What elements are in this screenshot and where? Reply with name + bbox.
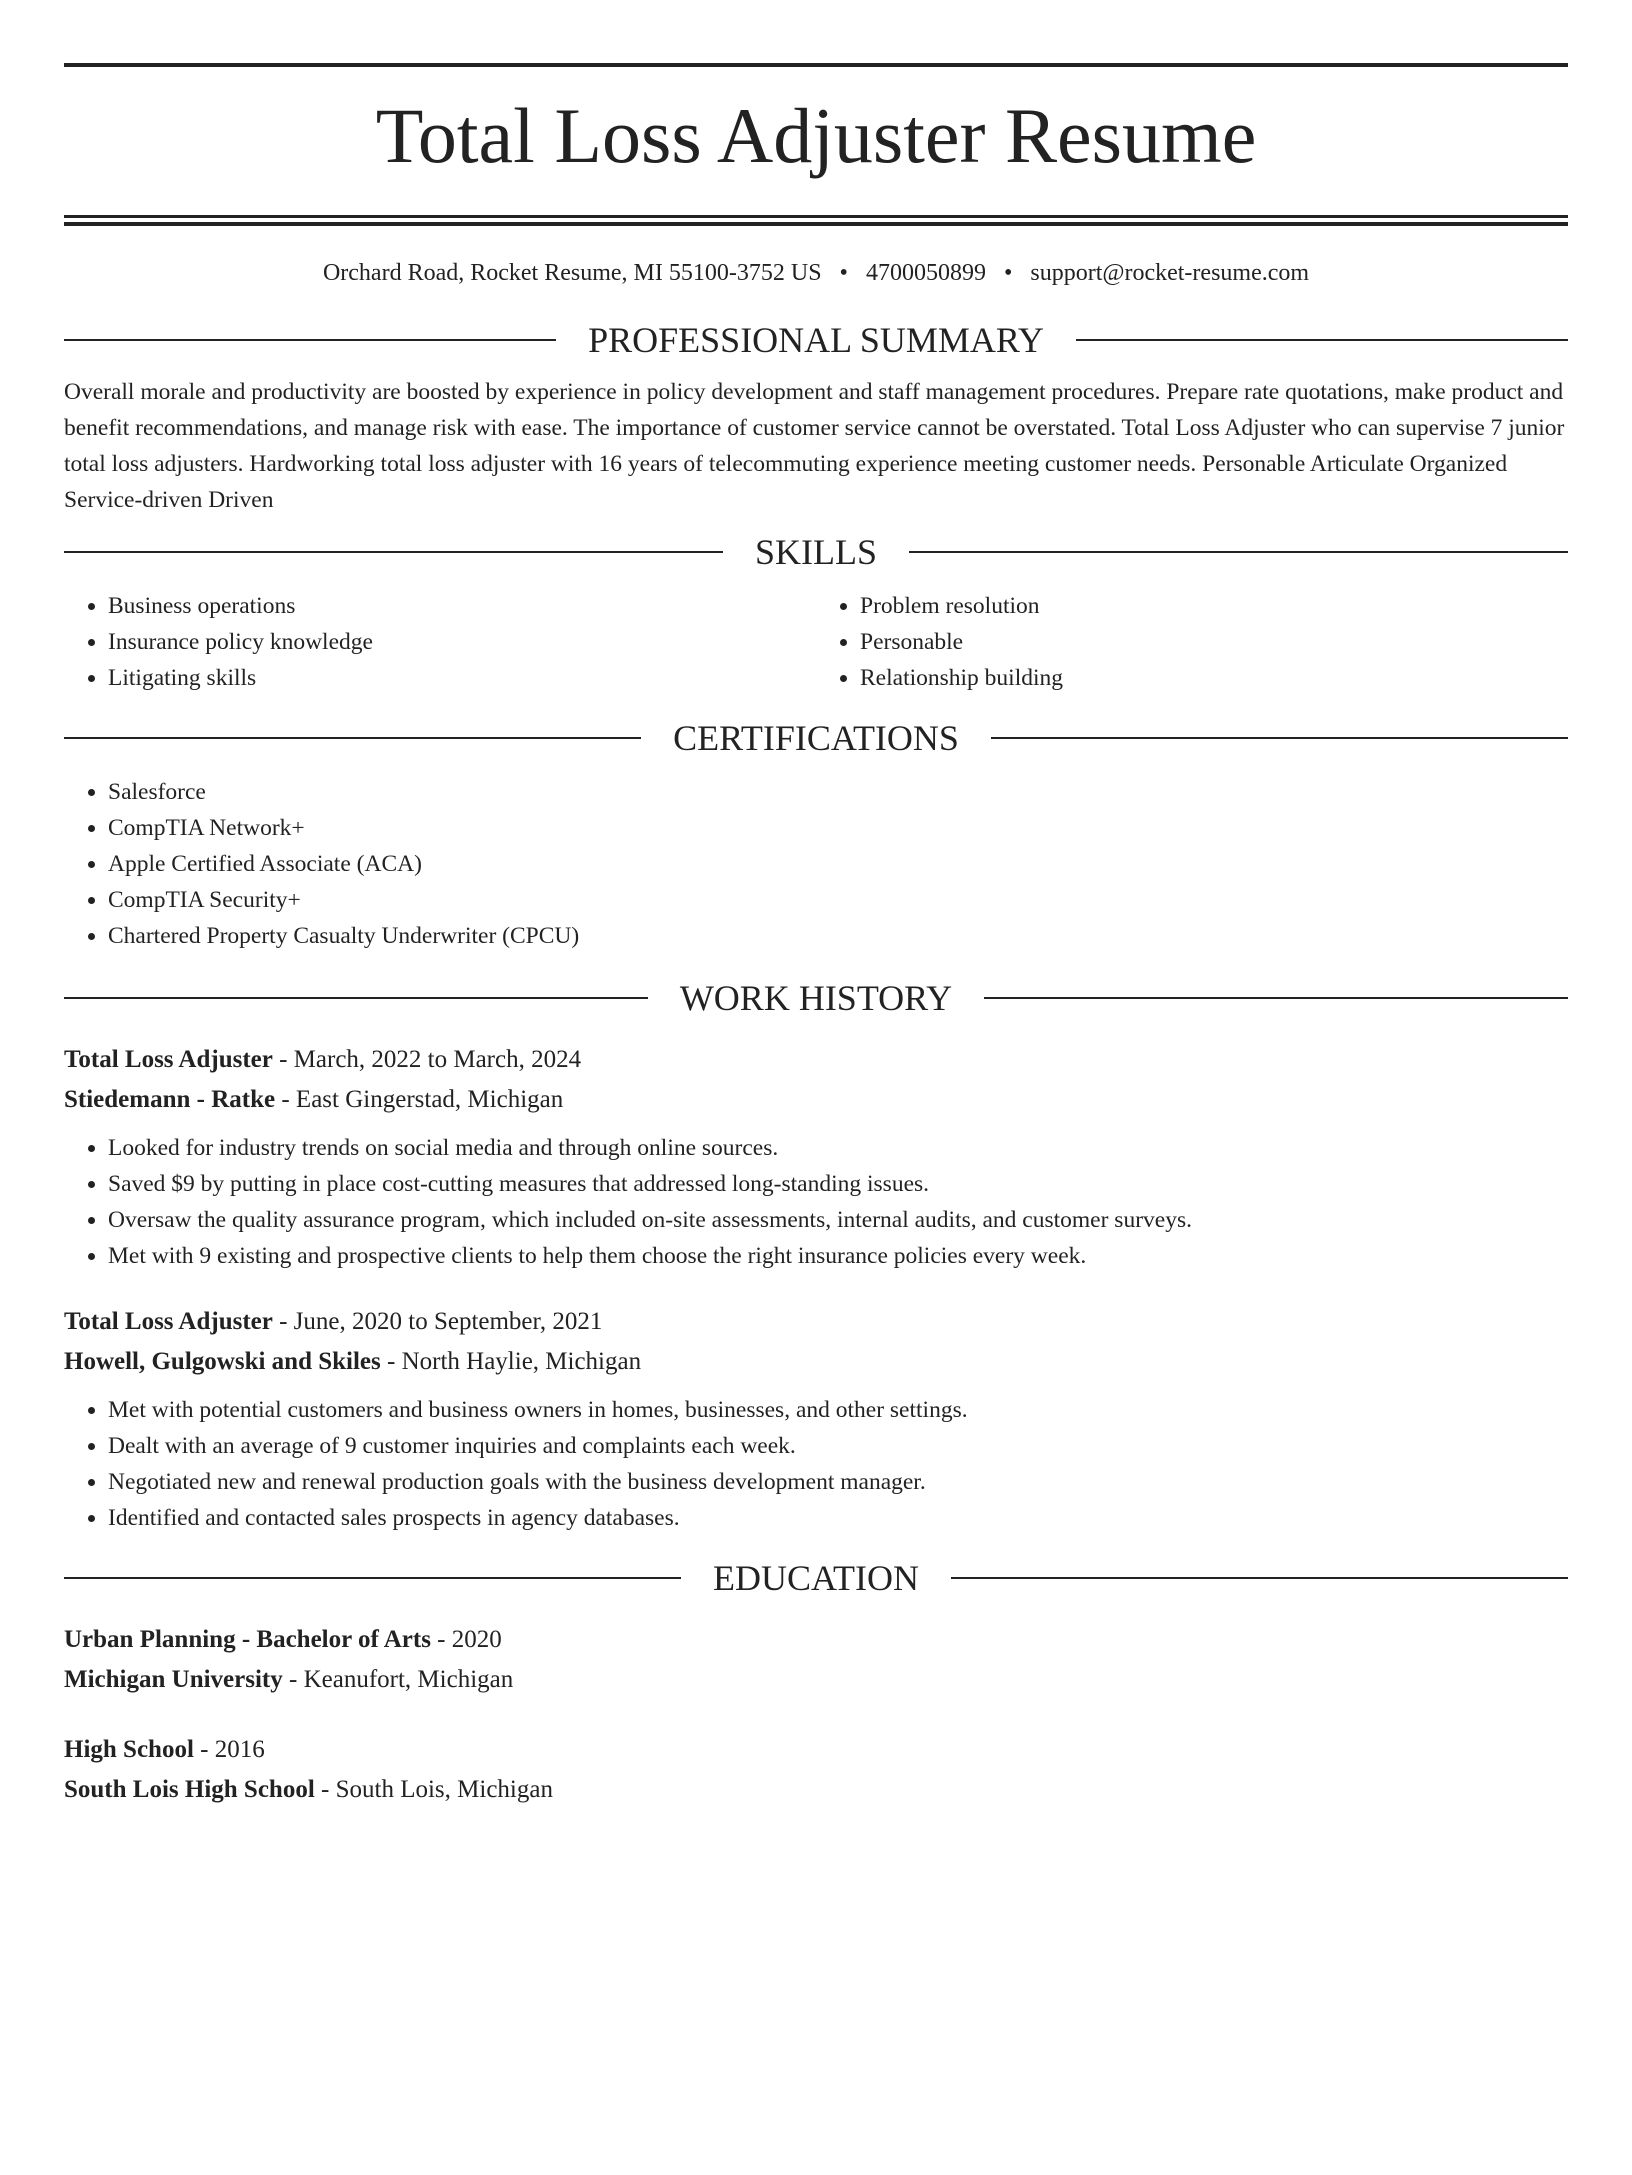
heading-rule-right xyxy=(1076,339,1568,341)
contact-separator: • xyxy=(1003,260,1013,286)
skill-item: • Litigating skills xyxy=(108,660,816,696)
degree-year: - 2016 xyxy=(193,1736,265,1763)
certification-item: • Chartered Property Casualty Underwriter (CPCU) xyxy=(108,918,1568,954)
school-location: - South Lois, Michigan xyxy=(314,1776,553,1803)
job-company-line xyxy=(64,1342,1568,1382)
section-heading-summary xyxy=(64,320,1568,360)
section-heading-work-history xyxy=(64,978,1568,1018)
job-location: - East Gingerstad, Michigan xyxy=(275,1086,564,1113)
certification-item: • CompTIA Security+ xyxy=(108,882,1568,918)
school-line xyxy=(64,1660,1568,1700)
job-title-line xyxy=(64,1302,1568,1342)
certifications-list xyxy=(64,774,1568,954)
heading-rule-left xyxy=(64,997,648,999)
job-bullet: • Dealt with an average of 9 customer inquiries and complaints each week. xyxy=(108,1428,1568,1464)
skills-list-right xyxy=(816,588,1568,696)
heading-rule-left xyxy=(64,339,556,341)
contact-separator: • xyxy=(839,260,848,286)
job-title: Total Loss Adjuster xyxy=(64,1046,273,1073)
job-company: Stiedemann - Ratke xyxy=(64,1086,276,1113)
degree-line xyxy=(64,1730,1568,1770)
heading-rule-left xyxy=(64,737,641,739)
heading-rule-right xyxy=(909,551,1568,553)
top-rule xyxy=(64,63,1568,67)
job-bullet: • Oversaw the quality assurance program, which included on-site assessments, internal audits, and customer surveys. xyxy=(108,1202,1568,1238)
skill-item: • Personable xyxy=(860,624,1568,660)
school: South Lois High School xyxy=(64,1776,315,1803)
summary-text: Overall morale and productivity are boosted by experience in policy development and staff management procedures. Prepare rate quotations, make product and benefit recommendations, and manage risk with ease. The importance of customer service cannot be overstated. Total Loss Adjuster who can supervise 7 junior total loss adjusters. Hardworking total loss adjuster with 16 years of telecommuting experience meeting customer needs. Personable Articulate Organized Service-driven Driven xyxy=(64,379,1565,513)
resume-title: Total Loss Adjuster Resume xyxy=(375,92,1257,179)
job-title-line xyxy=(64,1040,1568,1080)
job-dates: - March, 2022 to March, 2024 xyxy=(272,1046,582,1073)
section-title-work-history: WORK HISTORY xyxy=(679,978,953,1018)
heading-rule-left xyxy=(64,1577,681,1579)
skill-item: • Problem resolution xyxy=(860,588,1568,624)
section-heading-education xyxy=(64,1558,1568,1598)
job-company-line xyxy=(64,1080,1568,1120)
skill-item: • Insurance policy knowledge xyxy=(108,624,816,660)
degree-year: - 2020 xyxy=(430,1626,502,1653)
job-bullets xyxy=(64,1392,1568,1536)
resume-page xyxy=(0,63,1632,2175)
skills-list-left xyxy=(64,588,816,696)
degree: Urban Planning - Bachelor of Arts xyxy=(64,1626,431,1653)
degree-line xyxy=(64,1620,1568,1660)
job-bullet: • Looked for industry trends on social media and through online sources. xyxy=(108,1130,1568,1166)
certification-item: • Apple Certified Associate (ACA) xyxy=(108,846,1568,882)
section-heading-certifications xyxy=(64,718,1568,758)
title-double-rule xyxy=(64,215,1568,226)
certification-item: • Salesforce xyxy=(108,774,1568,810)
job-bullet: • Negotiated new and renewal production goals with the business development manager. xyxy=(108,1464,1568,1500)
heading-rule-right xyxy=(991,737,1568,739)
heading-rule-left xyxy=(64,551,723,553)
contact-phone: 4700050899 xyxy=(865,260,986,286)
section-title-skills: SKILLS xyxy=(755,532,878,572)
heading-rule-right xyxy=(951,1577,1568,1579)
school-line xyxy=(64,1770,1568,1810)
degree: High School xyxy=(64,1736,194,1763)
job-location: - North Haylie, Michigan xyxy=(380,1348,642,1375)
certification-item: • CompTIA Network+ xyxy=(108,810,1568,846)
section-title-education: EDUCATION xyxy=(713,1558,919,1598)
work-entry xyxy=(64,1040,1568,1274)
education-entry xyxy=(64,1620,1568,1700)
contact-email: support@rocket-resume.com xyxy=(1030,260,1310,286)
job-dates: - June, 2020 to September, 2021 xyxy=(272,1308,603,1335)
job-bullet: • Identified and contacted sales prospects in agency databases. xyxy=(108,1500,1568,1536)
skill-item: • Relationship building xyxy=(860,660,1568,696)
job-company: Howell, Gulgowski and Skiles xyxy=(64,1348,381,1375)
school: Michigan University xyxy=(64,1666,283,1693)
section-title-certifications: CERTIFICATIONS xyxy=(673,718,959,758)
section-title-summary: PROFESSIONAL SUMMARY xyxy=(588,320,1044,360)
section-heading-skills xyxy=(64,532,1568,572)
job-bullets xyxy=(64,1130,1568,1274)
job-bullet: • Saved $9 by putting in place cost-cutting measures that addressed long-standing issues. xyxy=(108,1166,1568,1202)
contact-line xyxy=(64,256,1568,290)
skill-item: • Business operations xyxy=(108,588,816,624)
contact-address: Orchard Road, Rocket Resume, MI 55100-3752 US xyxy=(322,260,822,286)
school-location: - Keanufort, Michigan xyxy=(282,1666,514,1693)
work-entry xyxy=(64,1302,1568,1536)
skills-grid xyxy=(64,588,1568,696)
job-bullet: • Met with potential customers and business owners in homes, businesses, and other settings. xyxy=(108,1392,1568,1428)
job-title: Total Loss Adjuster xyxy=(64,1308,273,1335)
heading-rule-right xyxy=(984,997,1568,999)
education-entry xyxy=(64,1730,1568,1810)
job-bullet: • Met with 9 existing and prospective clients to help them choose the right insurance policies every week. xyxy=(108,1238,1568,1274)
